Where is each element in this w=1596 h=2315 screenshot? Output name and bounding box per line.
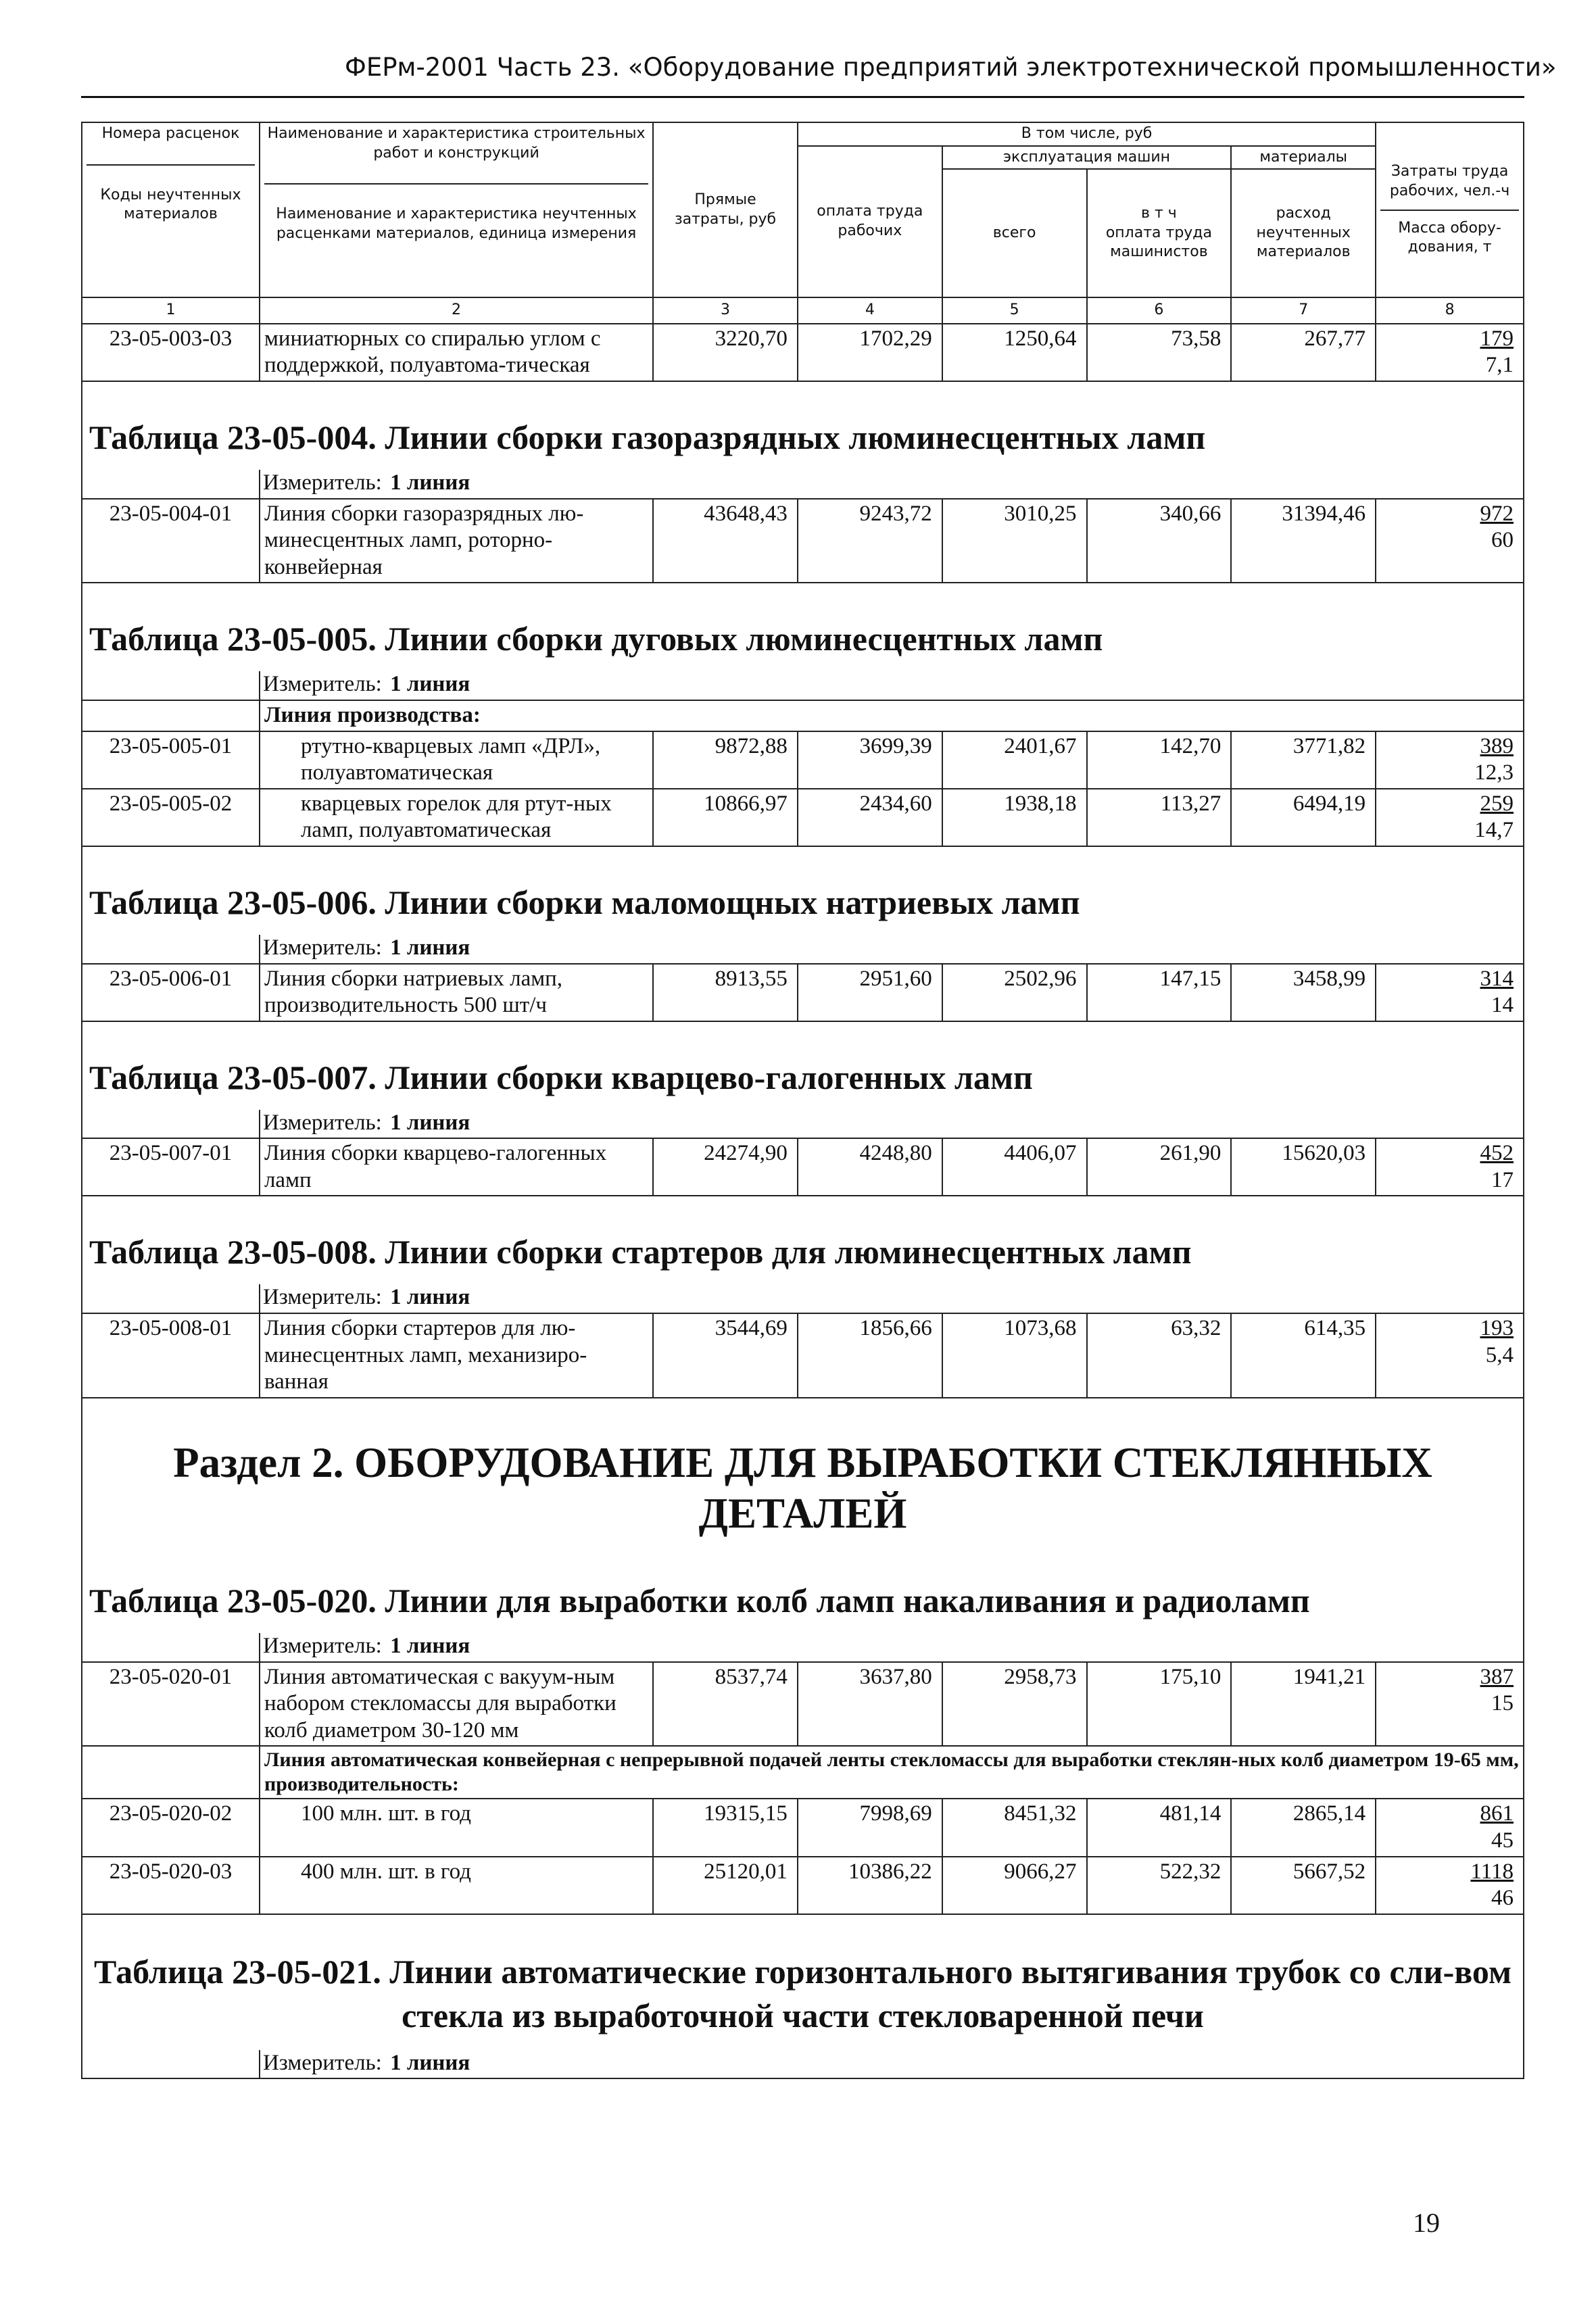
table-title-row (82, 1196, 1524, 1284)
labor-mass-cell (1376, 789, 1524, 846)
direct-cost: 24274,90 (653, 1138, 798, 1196)
table-title-row (82, 1914, 1524, 2050)
header-codes: Коды неучтенных материалов (87, 164, 255, 224)
table-row (82, 1138, 1524, 1196)
labor-mass-cell (1376, 1857, 1524, 1914)
table-title: Таблица 23-05-004. Линии сборки газоразрядных люминесцентных ламп (82, 381, 1524, 470)
meter-label: Измеритель: (262, 2050, 382, 2075)
direct-cost: 19315,15 (653, 1799, 798, 1856)
machinist-pay: 113,27 (1087, 789, 1232, 846)
meter-value: 1 линия (390, 672, 470, 697)
materials-cost: 614,35 (1231, 1313, 1376, 1398)
machines-total: 1073,68 (942, 1313, 1087, 1398)
direct-cost: 25120,01 (653, 1857, 798, 1914)
labor-pay: 9243,72 (798, 499, 942, 583)
table-title: Таблица 23-05-006. Линии сборки маломощных натриевых ламп (82, 846, 1524, 935)
materials-cost: 15620,03 (1231, 1138, 1376, 1196)
table-row (82, 731, 1524, 789)
direct-cost: 8913,55 (653, 964, 798, 1021)
materials-cost: 267,77 (1231, 324, 1376, 381)
column-number: 4 (798, 297, 942, 324)
col-header-labor (1376, 122, 1524, 297)
rate-code: 23-05-003-03 (82, 324, 260, 381)
machines-total: 8451,32 (942, 1799, 1087, 1856)
rate-code: 23-05-007-01 (82, 1138, 260, 1196)
column-number: 1 (82, 297, 260, 324)
column-number: 3 (653, 297, 798, 324)
header-incl-small: в т ч (1141, 205, 1177, 222)
page-number: 19 (1413, 2208, 1440, 2238)
labor-pay: 2951,60 (798, 964, 942, 1021)
labor-hours: 452 (1480, 1141, 1514, 1166)
machinist-pay: 63,32 (1087, 1313, 1232, 1398)
header-name-works: Наименование и характеристика строительных работ и конструкций (267, 125, 646, 162)
labor-pay: 1856,66 (798, 1313, 942, 1398)
table-title-row (82, 846, 1524, 935)
labor-hours: 259 (1480, 791, 1514, 816)
labor-pay: 1702,29 (798, 324, 942, 381)
group-label: Линия производства: (260, 700, 1524, 731)
table-title-row (82, 583, 1524, 671)
table-row (82, 1799, 1524, 1856)
materials-cost: 6494,19 (1231, 789, 1376, 846)
rate-name: Линия автоматическая с вакуум-ным набором стекломассы для выработки колб диаметром 30-120 мм (260, 1662, 653, 1747)
table-row (82, 1662, 1524, 1747)
equipment-mass: 45 (1491, 1828, 1514, 1853)
rate-code: 23-05-020-03 (82, 1857, 260, 1914)
equipment-mass: 5,4 (1485, 1342, 1514, 1367)
rate-name: ртутно-кварцевых ламп «ДРЛ», полуавтоматическая (260, 731, 653, 789)
machines-total: 9066,27 (942, 1857, 1087, 1914)
rate-name: миниатюрных со спиралью углом с поддержкой, полуавтома-тическая (260, 324, 653, 381)
labor-hours: 389 (1480, 733, 1514, 758)
rate-name: Линия сборки газоразрядных лю-минесцентных ламп, роторно-конвейерная (260, 499, 653, 583)
meter-label: Измеритель: (262, 470, 382, 495)
table-title: Таблица 23-05-020. Линии для выработки колб ламп накаливания и радиоламп (82, 1567, 1524, 1633)
machinist-pay: 261,90 (1087, 1138, 1232, 1196)
col-header-name (260, 122, 653, 297)
section-title: Раздел 2. ОБОРУДОВАНИЕ ДЛЯ ВЫРАБОТКИ СТЕКЛЯННЫХ ДЕТАЛЕЙ (82, 1398, 1524, 1567)
header-numbers: Номера расценок (101, 125, 240, 142)
column-number: 2 (260, 297, 653, 324)
direct-cost: 43648,43 (653, 499, 798, 583)
meter-row (82, 2050, 1524, 2079)
meter-value: 1 линия (390, 1634, 470, 1659)
rate-code: 23-05-008-01 (82, 1313, 260, 1398)
materials-cost: 5667,52 (1231, 1857, 1376, 1914)
direct-cost: 9872,88 (653, 731, 798, 789)
labor-hours: 387 (1480, 1664, 1514, 1689)
meter-label: Измеритель: (262, 1110, 382, 1135)
equipment-mass: 17 (1491, 1167, 1514, 1192)
rate-name: Линия сборки стартеров для лю-минесцентных ламп, механизиро-ванная (260, 1313, 653, 1398)
group-label: Линия автоматическая конвейерная с непрерывной подачей ленты стекломассы для выработки стеклян-ных колб диаметром 19-65 мм, производительность: (260, 1746, 1524, 1799)
rate-code: 23-05-006-01 (82, 964, 260, 1021)
header-unaccounted-materials: расход неучтенных материалов (1231, 169, 1376, 297)
direct-cost: 3220,70 (653, 324, 798, 381)
group-label-row (82, 1746, 1524, 1799)
materials-cost: 3771,82 (1231, 731, 1376, 789)
machinist-pay: 481,14 (1087, 1799, 1232, 1856)
rate-code: 23-05-005-01 (82, 731, 260, 789)
labor-hours: 1118 (1470, 1859, 1514, 1884)
machines-total: 2401,67 (942, 731, 1087, 789)
meter-row (82, 1284, 1524, 1313)
header-materials: материалы (1231, 146, 1376, 170)
meter-value: 1 линия (390, 1110, 470, 1135)
header-labor-cost: Затраты труда рабочих, чел.-ч (1389, 163, 1510, 199)
labor-pay: 3699,39 (798, 731, 942, 789)
rate-name: 100 млн. шт. в год (260, 1799, 653, 1856)
rate-name: кварцевых горелок для ртут-ных ламп, полуавтоматическая (260, 789, 653, 846)
labor-mass-cell (1376, 1662, 1524, 1747)
equipment-mass: 60 (1491, 528, 1514, 553)
materials-cost: 31394,46 (1231, 499, 1376, 583)
table-title: Таблица 23-05-008. Линии сборки стартеров для люминесцентных ламп (82, 1196, 1524, 1284)
header-incl: В том числе, руб (798, 122, 1376, 146)
direct-cost: 8537,74 (653, 1662, 798, 1747)
group-label-row (82, 700, 1524, 731)
table-title-row (82, 1567, 1524, 1633)
meter-row (82, 1110, 1524, 1139)
column-number: 5 (942, 297, 1087, 324)
header-name-materials: Наименование и характеристика неучтенных расценками материалов, единица измерения (264, 183, 648, 243)
machinist-pay: 340,66 (1087, 499, 1232, 583)
header-labor-pay: оплата труда рабочих (798, 146, 942, 298)
meter-value: 1 линия (390, 1285, 470, 1310)
machines-total: 3010,25 (942, 499, 1087, 583)
page-header: ФЕРм-2001 Часть 23. «Оборудование предприятий электротехнической промышленности» (345, 53, 1557, 82)
labor-hours: 861 (1480, 1801, 1514, 1826)
meter-label: Измеритель: (262, 1285, 382, 1310)
labor-mass-cell (1376, 324, 1524, 381)
machinist-pay: 73,58 (1087, 324, 1232, 381)
labor-pay: 3637,80 (798, 1662, 942, 1747)
labor-hours: 314 (1480, 966, 1514, 991)
labor-hours: 179 (1480, 326, 1514, 351)
table-row (82, 324, 1524, 381)
meter-label: Измеритель: (262, 672, 382, 697)
table-row (82, 964, 1524, 1021)
table-title: Таблица 23-05-021. Линии автоматические горизонтального вытягивания трубок со сли-вом стекла из выработочной части стекловаренной печи (82, 1914, 1524, 2050)
equipment-mass: 15 (1491, 1691, 1514, 1716)
machines-total: 1938,18 (942, 789, 1087, 846)
header-machinist-cell (1087, 169, 1232, 297)
labor-pay: 4248,80 (798, 1138, 942, 1196)
table-row (82, 1857, 1524, 1914)
table-row (82, 789, 1524, 846)
equipment-mass: 12,3 (1474, 760, 1514, 785)
meter-value: 1 линия (390, 2050, 470, 2075)
equipment-mass: 14 (1491, 993, 1514, 1018)
materials-cost: 3458,99 (1231, 964, 1376, 1021)
labor-mass-cell (1376, 1799, 1524, 1856)
rate-name: 400 млн. шт. в год (260, 1857, 653, 1914)
header-mass: Масса обору- дования, т (1380, 210, 1519, 258)
rate-name: Линия сборки кварцево-галогенных ламп (260, 1138, 653, 1196)
rate-name: Линия сборки натриевых ламп, производительность 500 шт/ч (260, 964, 653, 1021)
equipment-mass: 14,7 (1474, 818, 1514, 843)
meter-label: Измеритель: (262, 935, 382, 960)
rate-code: 23-05-020-02 (82, 1799, 260, 1856)
rate-code: 23-05-004-01 (82, 499, 260, 583)
meter-row (82, 935, 1524, 964)
labor-pay: 10386,22 (798, 1857, 942, 1914)
header-direct: Прямые затраты, руб (653, 122, 798, 297)
header-row-1 (82, 122, 1524, 146)
column-number: 7 (1231, 297, 1376, 324)
section-title-row (82, 1398, 1524, 1567)
equipment-mass: 46 (1491, 1886, 1514, 1911)
equipment-mass: 7,1 (1485, 353, 1514, 378)
direct-cost: 3544,69 (653, 1313, 798, 1398)
table-row (82, 1313, 1524, 1398)
labor-mass-cell (1376, 1313, 1524, 1398)
header-machinist-pay: оплата труда машинистов (1105, 224, 1212, 261)
table-title-row (82, 381, 1524, 470)
column-number: 8 (1376, 297, 1524, 324)
labor-mass-cell (1376, 731, 1524, 789)
header-machines: эксплуатация машин (942, 146, 1232, 170)
labor-hours: 193 (1480, 1316, 1514, 1341)
direct-cost: 10866,97 (653, 789, 798, 846)
labor-pay: 7998,69 (798, 1799, 942, 1856)
meter-row (82, 671, 1524, 700)
machines-total: 1250,64 (942, 324, 1087, 381)
rate-code: 23-05-005-02 (82, 789, 260, 846)
machinist-pay: 175,10 (1087, 1662, 1232, 1747)
rate-code: 23-05-020-01 (82, 1662, 260, 1747)
machinist-pay: 522,32 (1087, 1857, 1232, 1914)
labor-mass-cell (1376, 1138, 1524, 1196)
labor-pay: 2434,60 (798, 789, 942, 846)
table-title: Таблица 23-05-005. Линии сборки дуговых люминесцентных ламп (82, 583, 1524, 671)
rates-table (81, 122, 1524, 2079)
meter-row (82, 1633, 1524, 1662)
meter-value: 1 линия (390, 935, 470, 960)
table-title-row (82, 1021, 1524, 1110)
labor-mass-cell (1376, 499, 1524, 583)
materials-cost: 2865,14 (1231, 1799, 1376, 1856)
table-row (82, 499, 1524, 583)
meter-label: Измеритель: (262, 1634, 382, 1659)
column-number: 6 (1087, 297, 1232, 324)
machines-total: 2502,96 (942, 964, 1087, 1021)
labor-mass-cell (1376, 964, 1524, 1021)
materials-cost: 1941,21 (1231, 1662, 1376, 1747)
column-numbers-row (82, 297, 1524, 324)
machines-total: 4406,07 (942, 1138, 1087, 1196)
meter-value: 1 линия (390, 470, 470, 495)
table-title: Таблица 23-05-007. Линии сборки кварцево-галогенных ламп (82, 1021, 1524, 1110)
machines-total: 2958,73 (942, 1662, 1087, 1747)
header-rule (81, 96, 1524, 98)
header-total: всего (942, 169, 1087, 297)
machinist-pay: 142,70 (1087, 731, 1232, 789)
meter-row (82, 470, 1524, 499)
machinist-pay: 147,15 (1087, 964, 1232, 1021)
labor-hours: 972 (1480, 501, 1514, 526)
col-header-codes (82, 122, 260, 297)
